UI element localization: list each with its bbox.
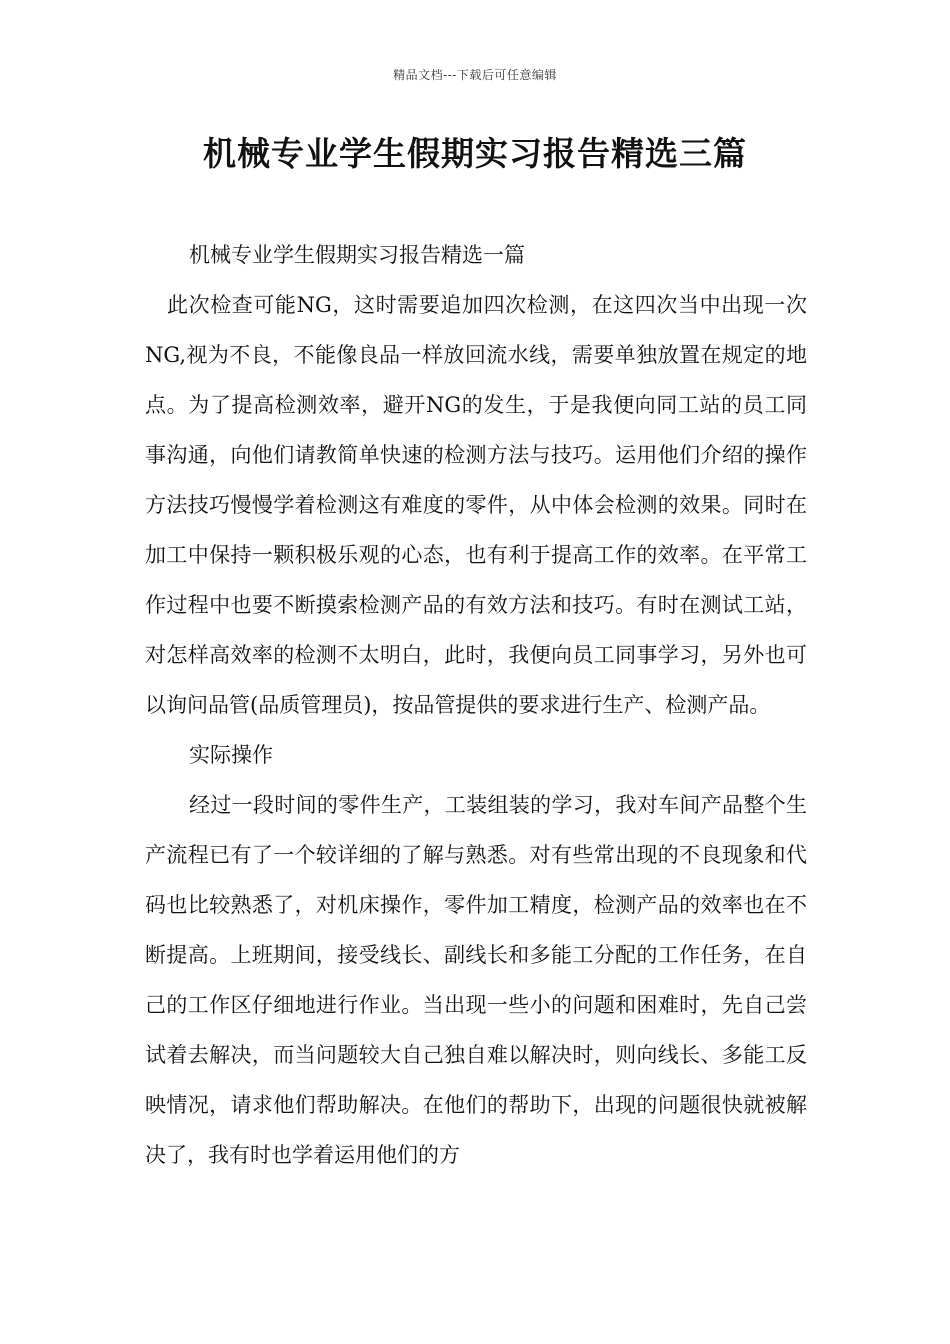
header-note: 精品文档---下载后可任意编辑 (393, 68, 557, 82)
body-paragraph: 经过一段时间的零件生产，工装组装的学习，我对车间产品整个生产流程已有了一个较详细的了解与熟悉。对有些常出现的不良现象和代码也比较熟悉了，对机床操作，零件加工精度，检测产品的效率也在不断提高。上班期间，接受线长、副线长和多能工分配的工作任务，在自己的工作区仔细地进行作业。当出现一些小的问题和困难时，先自己尝试着去解决，而当问题较大自己独自难以解决时，则向线长、多能工反映情况，请求他们帮助解决。在他们的帮助下，出现的问题很快就被解决了，我有时也学着运用他们的方 (145, 793, 807, 1167)
document-body (145, 230, 807, 1180)
body-paragraph: 此次检查可能NG，这时需要追加四次检测，在这四次当中出现一次NG,视为不良，不能像良品一样放回流水线，需要单独放置在规定的地点。为了提高检测效率，避开NG的发生，于是我便向同工站的员工同事沟通，向他们请教简单快速的检测方法与技巧。运用他们介绍的操作方法技巧慢慢学着检测这有难度的零件，从中体会检测的效果。同时在加工中保持一颗积极乐观的心态，也有利于提高工作的效率。在平常工作过程中也要不断摸索检测产品的有效方法和技巧。有时在测试工站，对怎样高效率的检测不太明白，此时，我便向员工同事学习，另外也可以询问品管(品质管理员)，按品管提供的要求进行生产、检测产品。 (145, 293, 807, 717)
document-title: 机械专业学生假期实习报告精选三篇 (203, 134, 747, 173)
section-heading: 实际操作 (189, 743, 273, 767)
section-heading: 机械专业学生假期实习报告精选一篇 (189, 243, 525, 267)
